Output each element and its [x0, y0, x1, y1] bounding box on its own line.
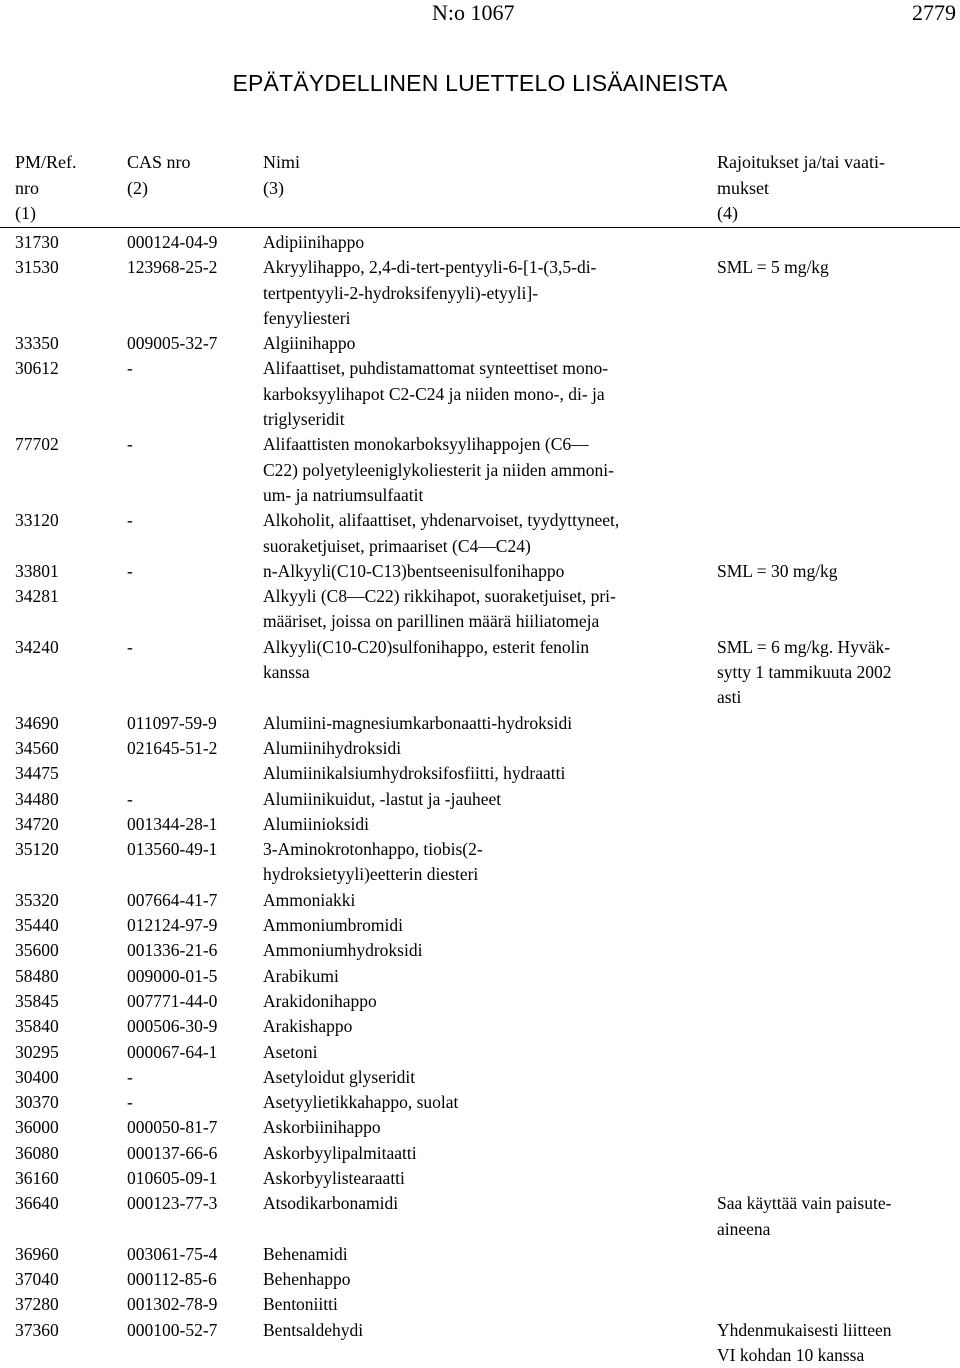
table-row [0, 964, 960, 989]
table-row [0, 938, 960, 963]
cas-number: 011097-59-9 [127, 712, 217, 733]
substance-name [263, 1318, 703, 1343]
substance-name-line: Alkyyli (C8—C22) rikkihapot, suoraketjuiset, pri- [263, 586, 616, 607]
substance-name-line: suoraketjuiset, primaariset (C4—C24) [263, 535, 531, 556]
ref-number: 37040 [15, 1269, 59, 1290]
substance-name [263, 938, 703, 963]
ref-number: 30612 [15, 358, 59, 379]
substance-name-line: karboksyylihapot C2-C24 ja niiden mono-, di- ja [263, 383, 605, 404]
table-row [0, 1014, 960, 1039]
table-row [0, 812, 960, 837]
ref-number: 35120 [15, 839, 59, 860]
page-number: 2779 [912, 0, 956, 25]
cas-number: 001344-28-1 [127, 813, 218, 834]
substance-name-line: fenyyliesteri [263, 307, 351, 328]
header-name-line: Nimi [263, 152, 301, 172]
cas-number: - [127, 510, 133, 531]
restriction-line: Saa käyttää vain paisute- [717, 1193, 892, 1214]
cas-number: 013560-49-1 [127, 839, 218, 860]
cas-number: 007771-44-0 [127, 990, 218, 1011]
substance-name-line: um- ja natriumsulfaatit [263, 484, 424, 505]
substance-name-line: hydroksietyyli)eetterin diesteri [263, 864, 479, 885]
cas-number: - [127, 788, 133, 809]
ref-number: 35440 [15, 915, 59, 936]
cas-number: - [127, 636, 133, 657]
table-row [0, 559, 960, 584]
header-restrictions-line: (4) [717, 203, 738, 223]
cas-number: 012124-97-9 [127, 915, 218, 936]
cas-number: 009000-01-5 [127, 965, 218, 986]
cas-number: - [127, 1066, 133, 1087]
header-cas-line: CAS nro [127, 152, 191, 172]
substance-name-line: Askorbiinihappo [263, 1117, 381, 1138]
ref-number: 35845 [15, 990, 59, 1011]
substance-name-line: Akryylihappo, 2,4-di-tert-pentyyli-6-[1-(3,5-di- [263, 257, 597, 278]
substance-name [263, 964, 703, 989]
table-row [0, 1141, 960, 1166]
substance-name-line: kanssa [263, 662, 310, 683]
substance-name [263, 432, 703, 508]
substance-name [263, 559, 703, 584]
restriction-line: SML = 30 mg/kg [717, 560, 838, 581]
substance-name-line: Alifaattiset, puhdistamattomat synteettiset mono- [263, 358, 609, 379]
substance-name-line: n-Alkyyli(C10-C13)bentseenisulfonihappo [263, 560, 565, 581]
table-row [0, 508, 960, 559]
header-name-line: (3) [263, 177, 284, 198]
ref-number: 34281 [15, 586, 59, 607]
substance-name [263, 584, 703, 635]
cas-number: 010605-09-1 [127, 1167, 218, 1188]
substance-name-line: triglyseridit [263, 409, 345, 430]
substance-name [263, 508, 703, 559]
substance-name [263, 356, 703, 432]
substance-name-line: Alkoholit, alifaattiset, yhdenarvoiset, tyydyttyneet, [263, 510, 620, 531]
substance-name-line: määriset, joissa on parillinen määrä hiiliatomeja [263, 611, 600, 632]
cas-number: 000050-81-7 [127, 1117, 218, 1138]
table-row [0, 736, 960, 761]
restrictions [717, 255, 952, 280]
ref-number: 77702 [15, 434, 59, 455]
table-row [0, 230, 960, 255]
substance-name [263, 1267, 703, 1292]
ref-number: 33350 [15, 333, 59, 354]
substance-name [263, 837, 703, 888]
substance-name-line: Askorbyylistearaatti [263, 1167, 405, 1188]
ref-number: 36960 [15, 1243, 59, 1264]
substance-name-line: Alumiini-magnesiumkarbonaatti-hydroksidi [263, 712, 573, 733]
substance-name-line: Arakishappo [263, 1016, 353, 1037]
cas-number: 003061-75-4 [127, 1243, 218, 1264]
cas-number: 000123-77-3 [127, 1193, 218, 1214]
ref-number: 31730 [15, 232, 59, 252]
table-row [0, 787, 960, 812]
restrictions [717, 1318, 952, 1368]
ref-number: 34690 [15, 712, 59, 733]
table-row [0, 989, 960, 1014]
substance-name-line: C22) polyetyleeniglykoliesterit ja niiden ammoni- [263, 459, 614, 480]
table-row [0, 837, 960, 888]
substance-name-line: Asetyylietikkahappo, suolat [263, 1092, 459, 1113]
ref-number: 35320 [15, 889, 59, 910]
substance-name-line: Alkyyli(C10-C20)sulfonihappo, esterit fenolin [263, 636, 590, 657]
restrictions [717, 1191, 952, 1242]
restriction-line: asti [717, 687, 742, 708]
table-row [0, 1040, 960, 1065]
substance-name [263, 787, 703, 812]
substance-name-line: 3-Aminokrotonhappo, tiobis(2- [263, 839, 483, 860]
header-name [263, 150, 703, 201]
ref-number: 36000 [15, 1117, 59, 1138]
restriction-line: SML = 5 mg/kg [717, 257, 829, 278]
header-restrictions-line: mukset [717, 177, 769, 198]
cas-number: 000067-64-1 [127, 1041, 218, 1062]
substance-name-line: Alumiinioksidi [263, 813, 369, 834]
substance-name-line: Alumiinikuidut, -lastut ja -jauheet [263, 788, 502, 809]
substance-name-line: Arakidonihappo [263, 990, 377, 1011]
substance-name [263, 1242, 703, 1267]
substance-name-line: Ammoniakki [263, 889, 356, 910]
header-ref-line: (1) [15, 203, 36, 223]
substance-name-line: Arabikumi [263, 965, 339, 986]
table-row [0, 1267, 960, 1292]
table-row [0, 331, 960, 356]
substance-name-line: Behenhappo [263, 1269, 351, 1290]
substance-name [263, 1040, 703, 1065]
document-title: EPÄTÄYDELLINEN LUETTELO LISÄAINEISTA [232, 70, 728, 96]
restrictions [717, 635, 952, 711]
substance-name-line: Adipiinihappo [263, 232, 365, 252]
ref-number: 37280 [15, 1294, 59, 1315]
header-ref [15, 150, 120, 227]
cas-number: - [127, 560, 133, 581]
table-row [0, 1242, 960, 1267]
table-row [0, 1090, 960, 1115]
cas-number: 123968-25-2 [127, 257, 218, 278]
substance-name [263, 331, 703, 356]
ref-number: 34560 [15, 737, 59, 758]
page-header [0, 0, 960, 34]
ref-number: 34240 [15, 636, 59, 657]
ref-number: 34475 [15, 763, 59, 784]
restriction-line: sytty 1 tammikuuta 2002 [717, 662, 892, 683]
header-ref-line: PM/Ref. [15, 152, 77, 172]
ref-number: 35840 [15, 1016, 59, 1037]
substance-name [263, 230, 703, 255]
restriction-line: aineena [717, 1218, 771, 1239]
substance-name-line: Alumiinikalsiumhydroksifosfiitti, hydraatti [263, 763, 566, 784]
substance-name [263, 913, 703, 938]
substance-name [263, 812, 703, 837]
restriction-line: VI kohdan 10 kanssa [717, 1345, 865, 1366]
substance-name [263, 1292, 703, 1317]
cas-number: 000124-04-9 [127, 232, 218, 252]
ref-number: 34480 [15, 788, 59, 809]
cas-number: 001336-21-6 [127, 940, 218, 961]
table-body [0, 230, 960, 1368]
header-ref-line: nro [15, 177, 39, 198]
cas-number: 007664-41-7 [127, 889, 218, 910]
table-row [0, 1065, 960, 1090]
substance-name [263, 1141, 703, 1166]
cas-number: - [127, 434, 133, 455]
table-row [0, 635, 960, 711]
table-row [0, 1115, 960, 1140]
substance-name [263, 1065, 703, 1090]
ref-number: 58480 [15, 965, 59, 986]
ref-number: 35600 [15, 940, 59, 961]
ref-number: 30295 [15, 1041, 59, 1062]
header-cas-line: (2) [127, 177, 148, 198]
cas-number: 009005-32-7 [127, 333, 218, 354]
substance-name-line: Ammoniumhydroksidi [263, 940, 423, 961]
substance-name [263, 888, 703, 913]
table-row [0, 711, 960, 736]
ref-number: 36160 [15, 1167, 59, 1188]
table-row [0, 356, 960, 432]
substance-name-line: Ammoniumbromidi [263, 915, 403, 936]
ref-number: 37360 [15, 1319, 59, 1340]
substance-name-line: Alumiinihydroksidi [263, 737, 402, 758]
cas-number: 001302-78-9 [127, 1294, 218, 1315]
table-row [0, 432, 960, 508]
table-row [0, 255, 960, 331]
table-row [0, 1191, 960, 1242]
substance-name [263, 711, 703, 736]
restriction-line: SML = 6 mg/kg. Hyväk- [717, 636, 891, 657]
table-row [0, 761, 960, 786]
substance-name-line: Asetoni [263, 1041, 318, 1062]
substance-name-line: Alifaattisten monokarboksyylihappojen (C6— [263, 434, 589, 455]
substance-name [263, 1014, 703, 1039]
table-row [0, 1292, 960, 1317]
table-row [0, 1318, 960, 1368]
substance-name-line: Atsodikarbonamidi [263, 1193, 399, 1214]
table-row [0, 888, 960, 913]
header-restrictions [717, 150, 952, 227]
cas-number: 000100-52-7 [127, 1319, 218, 1340]
substance-name-line: Behenamidi [263, 1243, 348, 1264]
cas-number: 000506-30-9 [127, 1016, 218, 1037]
substance-name-line: Asetyloidut glyseridit [263, 1066, 416, 1087]
cas-number: 000137-66-6 [127, 1142, 218, 1163]
substance-name [263, 255, 703, 331]
substance-name [263, 989, 703, 1014]
table-header [0, 150, 960, 228]
substance-name [263, 761, 703, 786]
substance-name-line: Bentoniitti [263, 1294, 338, 1315]
ref-number: 31530 [15, 257, 59, 278]
header-cas [127, 150, 257, 201]
substance-name-line: Askorbyylipalmitaatti [263, 1142, 417, 1163]
substance-name [263, 1090, 703, 1115]
substance-name [263, 736, 703, 761]
substance-name [263, 1166, 703, 1191]
ref-number: 30400 [15, 1066, 59, 1087]
table-row [0, 913, 960, 938]
table-row [0, 584, 960, 635]
substance-name [263, 1115, 703, 1140]
substance-name-line: Algiinihappo [263, 333, 356, 354]
cas-number: 000112-85-6 [127, 1269, 217, 1290]
ref-number: 33801 [15, 560, 59, 581]
regulation-number: N:o 1067 [432, 0, 515, 25]
restrictions [717, 559, 952, 584]
cas-number: - [127, 358, 133, 379]
cas-number: - [127, 1092, 133, 1113]
ref-number: 36640 [15, 1193, 59, 1214]
ref-number: 36080 [15, 1142, 59, 1163]
restriction-line: Yhdenmukaisesti liitteen [717, 1319, 892, 1340]
ref-number: 30370 [15, 1092, 59, 1113]
ref-number: 34720 [15, 813, 59, 834]
additives-table [0, 150, 960, 1368]
substance-name [263, 1191, 703, 1216]
substance-name-line: Bentsaldehydi [263, 1319, 364, 1340]
table-row [0, 1166, 960, 1191]
substance-name-line: tertpentyyli-2-hydroksifenyyli)-etyyli]- [263, 282, 539, 303]
substance-name [263, 635, 703, 686]
cas-number: 021645-51-2 [127, 737, 218, 758]
ref-number: 33120 [15, 510, 59, 531]
header-restrictions-line: Rajoitukset ja/tai vaati- [717, 152, 885, 172]
